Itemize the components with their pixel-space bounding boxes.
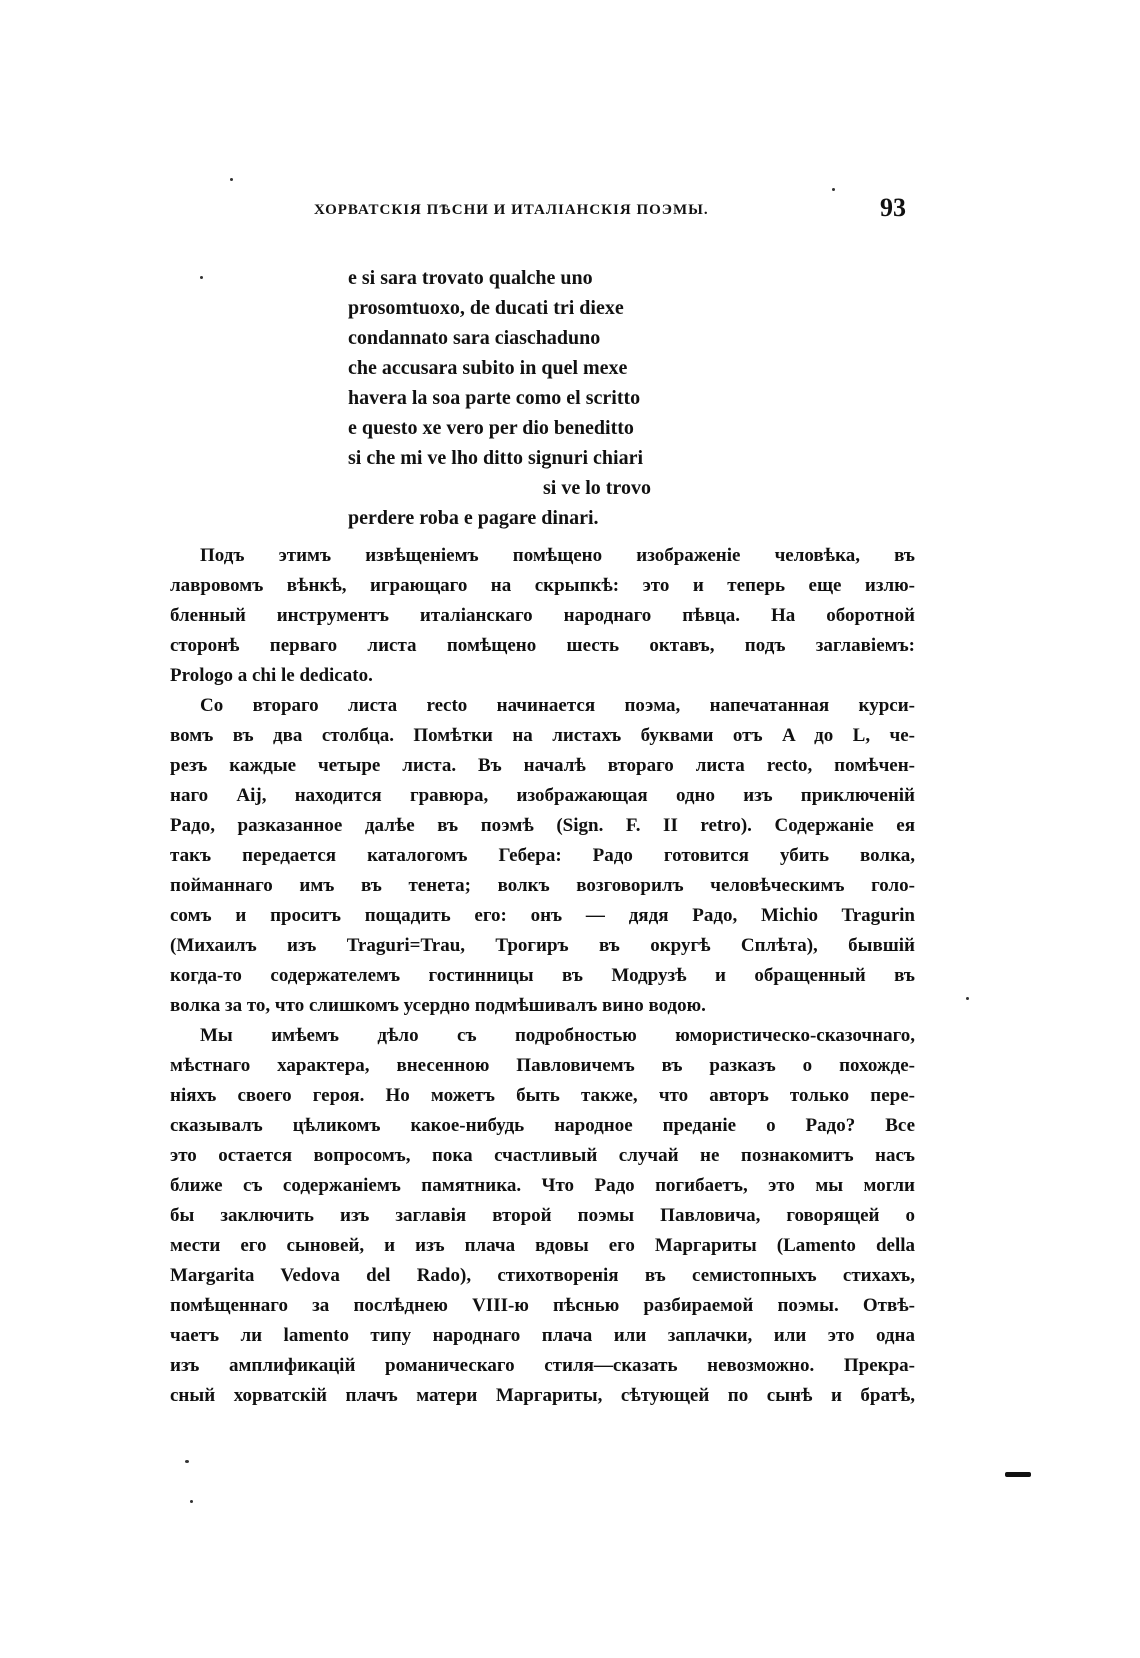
text-line: мести его сыновей, и изъ плача вдовы его Маргариты (Lamento della <box>170 1235 915 1256</box>
text-line: это остается вопросомъ, пока счастливый случай не познакомитъ насъ <box>170 1145 915 1166</box>
text-line: сомъ и проситъ пощадить его: онъ — дядя Радо, Michio Tragurin <box>170 905 915 926</box>
text-line: лавровомъ вѣнкѣ, играющаго на скрыпкѣ: это и теперь еще излю- <box>170 575 915 596</box>
text-line: Margarita Vedova del Rado), стихотворенія въ семистопныхъ стихахъ, <box>170 1265 915 1286</box>
text-line: ніяхъ своего героя. Но можетъ быть также, что авторъ только пере- <box>170 1085 915 1106</box>
text-line: наго Aij, находится гравюра, изображающая одно изъ приключеній <box>170 785 915 806</box>
text-line: (Михаилъ изъ Traguri=Trau, Трогиръ въ округѣ Сплѣта), бывшій <box>170 935 915 956</box>
text-line: бы заключить изъ заглавія второй поэмы Павловича, говорящей о <box>170 1205 915 1226</box>
verse-line: che accusara subito in quel mexe <box>348 357 628 379</box>
text-line: сторонѣ перваго листа помѣщено шесть октавъ, подъ заглавіемъ: <box>170 635 915 656</box>
paragraph-3 <box>170 1021 915 1411</box>
scan-mark <box>1005 1472 1031 1477</box>
text-line: вомъ въ два столбца. Помѣтки на листахъ буквами отъ A до L, че- <box>170 725 915 746</box>
text-line: Подъ этимъ извѣщеніемъ помѣщено изображеніе человѣка, въ <box>200 545 915 566</box>
verse-line: si che mi ve lho ditto signuri chiari <box>348 447 643 469</box>
text-line: пойманнаго имъ въ тенета; волкъ возговорилъ человѣческимъ голо- <box>170 875 915 896</box>
text-line: Со втораго листа recto начинается поэма, напечатанная курси- <box>200 695 915 716</box>
text-line: бленный инструментъ италіанскаго народнаго пѣвца. На оборотной <box>170 605 915 626</box>
text-line: чаетъ ли lamento типу народнаго плача или заплачки, или это одна <box>170 1325 915 1346</box>
scan-speck <box>185 1460 189 1463</box>
text-line: резъ каждые четыре листа. Въ началѣ втораго листа recto, помѣчен- <box>170 755 915 776</box>
verse-line: si ve lo trovo <box>543 477 651 499</box>
text-line: мѣстнаго характера, внесенною Павловичемъ въ разказъ о похожде- <box>170 1055 915 1076</box>
verse-line: e si sara trovato qualche uno <box>348 267 593 289</box>
text-line: сный хорватскій плачъ матери Маргариты, сѣтующей по сынѣ и братѣ, <box>170 1385 915 1406</box>
text-line: сказывалъ цѣликомъ какое-нибудь народное преданіе о Радо? Все <box>170 1115 915 1136</box>
verse-line: havera la soa parte como el scritto <box>348 387 641 409</box>
scan-speck <box>200 276 203 279</box>
verse-line: condannato sara ciaschaduno <box>348 327 601 349</box>
running-title: ХОРВАТСКІЯ ПѢСНИ И ИТАЛІАНСКІЯ ПОЭМЫ. <box>314 202 709 218</box>
body-text <box>170 541 915 1411</box>
paragraph-2 <box>170 691 915 1021</box>
text-line: изъ амплификацій романическаго стиля—сказать невозможно. Прекра- <box>170 1355 915 1376</box>
text-line: Радо, разказанное далѣе въ поэмѣ (Sign. F. II retro). Содержаніе ея <box>170 815 915 836</box>
scan-speck <box>230 178 233 181</box>
text-line: ближе съ содержаніемъ памятника. Что Радо погибаетъ, это мы могли <box>170 1175 915 1196</box>
text-line: когда-то содержателемъ гостинницы въ Модрузѣ и обращенный въ <box>170 965 915 986</box>
scan-speck <box>966 997 969 1000</box>
verse-line: e questo xe vero per dio beneditto <box>348 417 634 439</box>
text-line: помѣщеннаго за послѣднею VIII-ю пѣснью разбираемой поэмы. Отвѣ- <box>170 1295 915 1316</box>
text-line: такъ передается каталогомъ Гебера: Радо готовится убить волка, <box>170 845 915 866</box>
text-line: волка за то, что слишкомъ усердно подмѣшивалъ вино водою. <box>170 995 706 1016</box>
paragraph-1 <box>170 541 915 691</box>
text-line: Prologo a chi le dedicato. <box>170 665 373 686</box>
text-line: Мы имѣемъ дѣло съ подробностью юмористическо-сказочнаго, <box>200 1025 915 1046</box>
verse-block <box>348 263 768 533</box>
verse-line: perdere roba e pagare dinari. <box>348 507 599 529</box>
scan-speck <box>832 188 835 191</box>
verse-line: prosomtuoxo, de ducati tri diexe <box>348 297 624 319</box>
page-number: 93 <box>880 193 906 222</box>
scan-speck <box>190 1500 193 1503</box>
